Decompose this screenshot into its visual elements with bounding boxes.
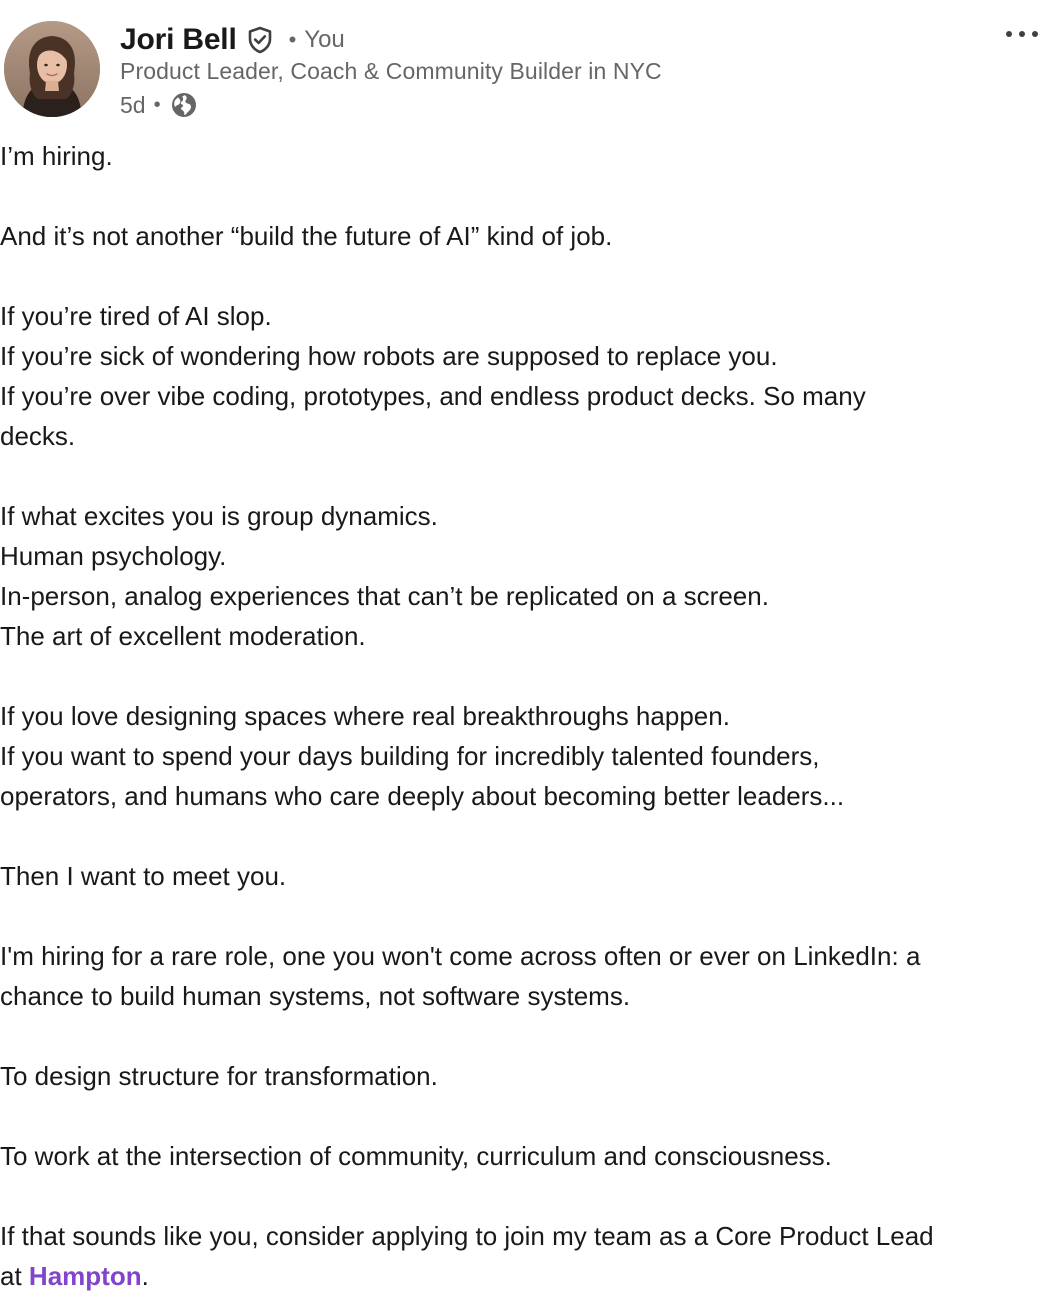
post-timestamp: 5d [120,91,146,118]
post-paragraph [0,296,1056,456]
globe-icon[interactable] [169,90,199,120]
post-line: decks. [0,421,76,451]
post-paragraph-closing [0,1216,1056,1296]
post-line: If that sounds like you, consider applying to join my team as a Core Product Lead [0,1221,934,1251]
post-text [0,136,1056,1296]
post-line [0,1256,1056,1296]
post-paragraph [0,1136,1056,1176]
post-line: If what excites you is group dynamics. [0,501,438,531]
separator-dot: • [153,93,161,116]
post-line: Human psychology. [0,541,227,571]
author-avatar[interactable] [4,21,100,117]
author-name[interactable]: Jori Bell [120,23,237,56]
author-headline: Product Leader, Coach & Community Builder in NYC [120,58,662,84]
post-line: I'm hiring for a rare role, one you won't come across often or ever on LinkedIn: a [0,941,921,971]
author-name-row [120,18,345,62]
post-paragraph [0,1056,1056,1096]
post-line: If you love designing spaces where real breakthroughs happen. [0,701,730,731]
post-meta [120,89,199,121]
company-mention-link[interactable]: Hampton [28,1261,142,1291]
post-header [0,0,1056,130]
post-line: If you’re over vibe coding, prototypes, and endless product decks. So many [0,381,866,411]
post-line: Then I want to meet you. [0,861,287,891]
separator-dot: • [288,27,297,52]
post-line: chance to build human systems, not software systems. [0,981,631,1011]
post-line: If you’re tired of AI slop. [0,301,272,331]
avatar-portrait-icon [4,21,100,117]
post-line: The art of excellent moderation. [0,621,366,651]
more-options-icon [1005,30,1039,38]
more-options-button[interactable] [998,20,1046,48]
post-line: If you want to spend your days building for incredibly talented founders, [0,741,820,771]
post-paragraph [0,216,1056,256]
post-line: To work at the intersection of community, curriculum and consciousness. [0,1141,832,1171]
post-paragraph [0,696,1056,816]
post-paragraph [0,936,1056,1016]
closing-suffix: . [141,1261,149,1291]
post-line: And it’s not another “build the future of AI” kind of job. [0,221,613,251]
post-line: operators, and humans who care deeply about becoming better leaders... [0,781,845,811]
post-line: In-person, analog experiences that can’t be replicated on a screen. [0,581,769,611]
post-paragraph [0,856,1056,896]
post-paragraph [0,496,1056,656]
post-line: I’m hiring. [0,141,113,171]
post-paragraph [0,136,1056,176]
post-line: To design structure for transformation. [0,1061,438,1091]
closing-prefix: at [0,1261,29,1291]
verified-shield-icon [245,25,275,55]
post-line: If you’re sick of wondering how robots are supposed to replace you. [0,341,778,371]
author-relation: You [304,26,345,53]
